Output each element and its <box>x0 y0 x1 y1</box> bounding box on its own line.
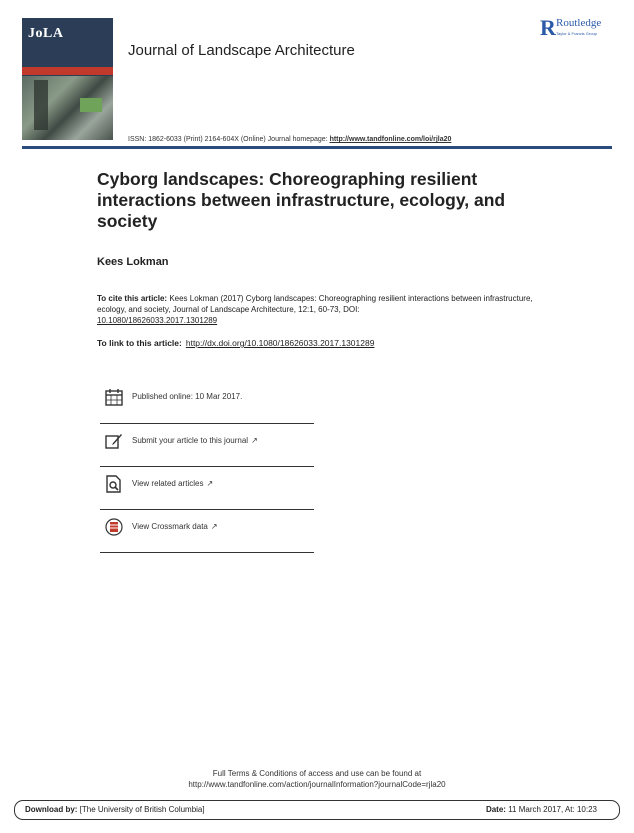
submit-article-item[interactable] <box>100 432 314 476</box>
publisher-name: Routledge <box>556 17 602 29</box>
terms-line: Full Terms & Conditions of access and use can be found at <box>212 769 422 778</box>
header-rule <box>22 146 612 149</box>
divider <box>100 423 314 424</box>
link-label: To link to this article: <box>97 338 182 348</box>
link-line <box>97 338 374 348</box>
journal-homepage-link[interactable]: http://www.tandfonline.com/loi/rjla20 <box>329 136 452 143</box>
issn-line <box>128 136 451 143</box>
download-info: Download by: [The University of British Columbia] <box>25 805 205 814</box>
article-url-link[interactable]: http://dx.doi.org/10.1080/18626033.2017.1301289 <box>185 338 375 348</box>
calendar-icon <box>105 388 123 406</box>
crossmark-icon <box>105 518 123 536</box>
cover-band <box>22 67 113 75</box>
divider <box>100 509 314 510</box>
terms-url-link[interactable]: http://www.tandfonline.com/action/journalInformation?journalCode=rjla20 <box>188 780 446 789</box>
edit-icon <box>105 432 123 450</box>
divider <box>100 466 314 467</box>
external-link-icon: ↗ <box>210 522 218 531</box>
journal-name: Journal of Landscape Architecture <box>128 42 355 59</box>
divider <box>100 552 314 553</box>
related-articles-item[interactable] <box>100 475 314 519</box>
external-link-icon: ↗ <box>206 479 214 488</box>
journal-cover <box>22 18 113 140</box>
submit-article-link[interactable]: Submit your article to this journal ↗ <box>132 436 258 445</box>
external-link-icon: ↗ <box>251 436 258 445</box>
cite-text: Kees Lokman (2017) Cyborg landscapes: Choreographing resilient interactions between infrastructure, ecology, and society, Journal of Landscape Architecture, 12:1, 60-73, DOI: <box>97 294 533 314</box>
issn-text: ISSN: 1862-6033 (Print) 2164-604X (Online) Journal homepage: <box>128 136 330 143</box>
citation-block <box>97 293 542 326</box>
routledge-r-icon: R <box>540 15 556 40</box>
crossmark-link[interactable]: View Crossmark data ↗ <box>132 522 218 531</box>
cite-label: To cite this article: <box>97 294 168 303</box>
doi-link[interactable]: 10.1080/18626033.2017.1301289 <box>97 316 218 325</box>
published-online-item <box>100 388 314 432</box>
download-bar <box>14 800 620 820</box>
article-author: Kees Lokman <box>97 256 169 268</box>
cover-green-roof <box>80 98 102 112</box>
published-online-label: Published online: 10 Mar 2017. <box>132 392 243 401</box>
publisher-sub: Taylor & Francis Group <box>556 31 597 36</box>
cover-logo: JoLA <box>28 26 64 41</box>
publisher-logo <box>540 17 615 41</box>
crossmark-item[interactable] <box>100 518 314 562</box>
related-articles-link[interactable]: View related articles ↗ <box>132 479 214 488</box>
cover-building <box>34 80 48 130</box>
article-title: Cyborg landscapes: Choreographing resilient interactions between infrastructure, ecology, and society <box>97 169 506 231</box>
download-date: Date: 11 March 2017, At: 10:23 <box>485 805 597 814</box>
search-document-icon <box>105 475 123 493</box>
